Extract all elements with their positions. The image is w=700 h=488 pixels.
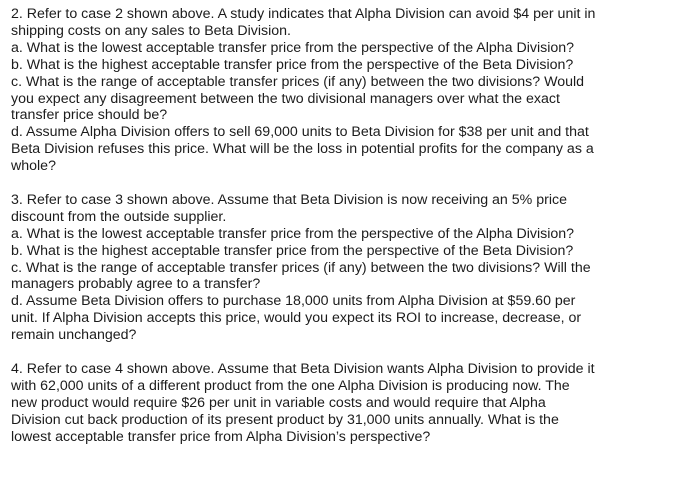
- question-4-line: 4. Refer to case 4 shown above. Assume that Beta Division wants Alpha Division to provide it: [11, 361, 595, 377]
- question-2d: d. Assume Alpha Division offers to sell 69,000 units to Beta Division for $38 per unit and that: [11, 124, 589, 141]
- question-3-line: discount from the outside supplier.: [11, 208, 227, 225]
- question-4-line: new product would require $26 per unit in variable costs and would require that Alpha: [11, 394, 546, 411]
- question-2: [11, 6, 695, 175]
- question-3d-line: remain unchanged?: [11, 327, 137, 344]
- question-3b: b. What is the highest acceptable transfer price from the perspective of the Beta Division?: [11, 242, 574, 259]
- question-2-line: 2. Refer to case 2 shown above. A study indicates that Alpha Division can avoid $4 per unit in: [11, 6, 596, 22]
- question-2-line: shipping costs on any sales to Beta Division.: [11, 22, 291, 39]
- question-2c-line: transfer price should be?: [11, 107, 168, 124]
- question-3c: c. What is the range of acceptable transfer prices (if any) between the two divisions? Will the: [11, 259, 591, 276]
- question-3d-line: unit. If Alpha Division accepts this price, would you expect its ROI to increase, decrease, or: [11, 310, 582, 327]
- question-2c: c. What is the range of acceptable transfer prices (if any) between the two divisions? Would: [11, 73, 585, 90]
- document-body: [11, 6, 695, 446]
- question-2b: b. What is the highest acceptable transfer price from the perspective of the Beta Division?: [11, 56, 574, 73]
- question-3d: d. Assume Beta Division offers to purchase 18,000 units from Alpha Division at $59.60 per: [11, 293, 576, 310]
- question-2c-line: you expect any disagreement between the two divisional managers over what the exact: [11, 90, 560, 107]
- question-2d-line: whole?: [11, 158, 56, 175]
- paragraph-gap: [11, 344, 695, 361]
- question-3-line: 3. Refer to case 3 shown above. Assume that Beta Division is now receiving an 5% price: [11, 191, 567, 208]
- question-3c-line: managers probably agree to a transfer?: [11, 276, 261, 293]
- question-4-line: with 62,000 units of a different product from the one Alpha Division is producing now. The: [11, 377, 570, 394]
- question-4-line: Division cut back production of its present product by 31,000 units annually. What is the: [11, 411, 559, 428]
- question-3: [11, 192, 695, 344]
- question-2d-line: Beta Division refuses this price. What will be the loss in potential profits for the company as a: [11, 141, 594, 158]
- question-4-line: lowest acceptable transfer price from Alpha Division’s perspective?: [11, 428, 431, 445]
- question-3a: a. What is the lowest acceptable transfer price from the perspective of the Alpha Division?: [11, 225, 575, 242]
- paragraph-gap: [11, 175, 695, 192]
- question-4: [11, 361, 695, 446]
- question-2a: a. What is the lowest acceptable transfer price from the perspective of the Alpha Division?: [11, 39, 575, 56]
